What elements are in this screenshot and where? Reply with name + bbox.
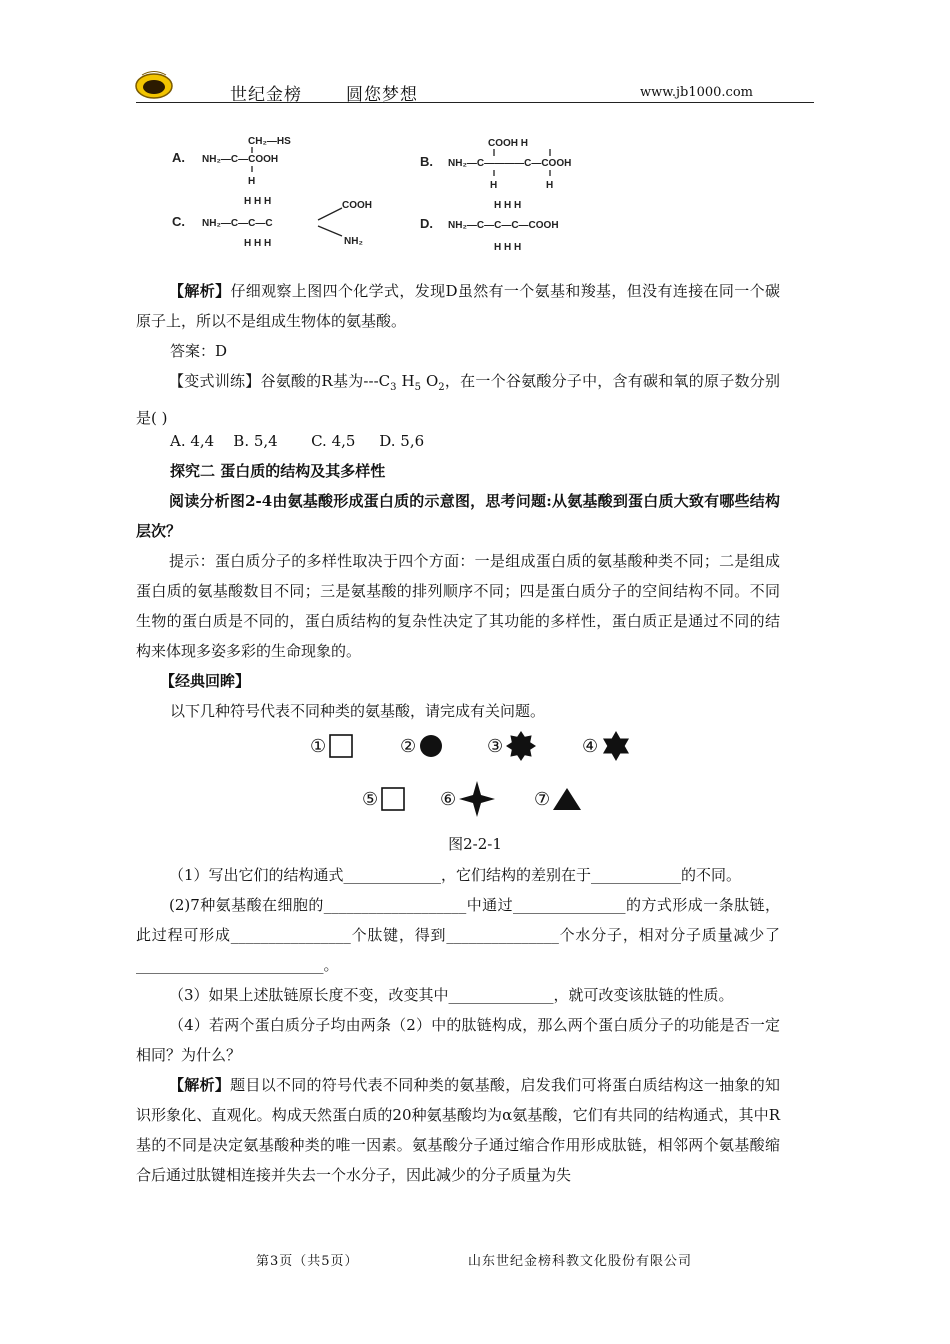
variant-text-after: ，在一个谷氨酸分子中，含有碳和氧的原子数分别是( ) (136, 372, 780, 427)
option-a-main: NH₂—C—COOH (202, 154, 279, 165)
four-point-star-icon (458, 780, 496, 818)
symbol-2-number: ② (400, 735, 417, 757)
header-title: 世纪金榜 (230, 85, 302, 105)
six-point-star-icon (600, 730, 632, 762)
triangle-icon (552, 786, 582, 812)
option-b-main: NH₂—C————C—COOH (448, 158, 572, 169)
figure-caption: 图2-2-1 (448, 835, 502, 853)
formula-sub-2: 5 (414, 382, 421, 393)
option-d-h: H H H (494, 242, 522, 253)
option-c-label: C. (172, 214, 185, 229)
option-c-main: NH₂—C—C—C (202, 218, 273, 229)
option-a-label: A. (172, 150, 185, 165)
symbol-5-number: ⑤ (362, 788, 379, 810)
symbol-5 (362, 786, 406, 812)
option-b-top: COOH H (488, 138, 528, 149)
explore-2-question: 阅读分析图2-4由氨基酸形成蛋白质的示意图，思考问题:从氨基酸到蛋白质大致有哪些结构层次？ (136, 492, 780, 540)
circle-icon (418, 733, 444, 759)
square-icon (328, 733, 354, 759)
question-1: （1）写出它们的结构通式_____________，它们结构的差别在于____________的不同。 (169, 866, 742, 884)
option-d-top: H H H (494, 200, 522, 211)
option-d-main: NH₂—C—C—C—COOH (448, 220, 559, 231)
symbol-7-number: ⑦ (534, 788, 551, 810)
analysis-1 (136, 276, 780, 336)
symbol-4 (582, 730, 632, 762)
header-url[interactable]: www.jb1000.com (640, 85, 753, 100)
option-c-nh2: NH₂ (344, 236, 363, 247)
svg-text:H: H (546, 180, 554, 191)
symbol-1-number: ① (310, 735, 327, 757)
square-icon (380, 786, 406, 812)
option-b-h: H (490, 180, 498, 191)
variant-text-before: 谷氨酸的R基为---C (260, 372, 391, 390)
option-c-top: H H H (244, 196, 272, 207)
symbol-3-number: ③ (487, 735, 504, 757)
explore-2-hint: 提示：蛋白质分子的多样性取决于四个方面：一是组成蛋白质的氨基酸种类不同；二是组成蛋白质的氨基酸数目不同；三是氨基酸的排列顺序不同；四是蛋白质分子的空间结构不同。不同生物的蛋白质是不同的，蛋白质结构的复杂性决定了其功能的多样性，蛋白质正是通过不同的结构来体现多姿多彩的生命现象的。 (136, 552, 780, 660)
company-logo (134, 66, 174, 100)
variant-training (136, 366, 780, 433)
symbol-6-number: ⑥ (440, 788, 457, 810)
option-b-label: B. (420, 154, 433, 169)
analysis-2 (136, 1070, 780, 1190)
header-slogan: 圆您梦想 (346, 85, 418, 105)
eight-point-star-icon (505, 730, 537, 762)
option-a-r-group: CH₂—HS (248, 136, 291, 147)
symbol-2 (400, 733, 444, 759)
formula-h: H (396, 372, 415, 390)
classic-review-tag: 【经典回眸】 (160, 672, 251, 690)
explore-2-title: 探究二 蛋白质的结构及其多样性 (170, 462, 386, 480)
amino-acid-structures-figure (170, 128, 630, 254)
variant-tag: 【变式训练】 (169, 372, 261, 390)
symbol-1 (310, 733, 354, 759)
symbol-3 (487, 730, 537, 762)
question-2: (2)7种氨基酸在细胞的___________________中通过_______________的方式形成一条肽链，此过程可形成________________个肽键，得到_______________个水分子，相对分子质量减少了_________________________。 (136, 896, 780, 974)
analysis-2-tag: 【解析】 (169, 1076, 231, 1094)
symbol-6 (440, 780, 496, 818)
footer-page-number: 第3页（共5页） (256, 1254, 359, 1269)
classic-intro: 以下几种符号代表不同种类的氨基酸，请完成有关问题。 (170, 702, 546, 720)
header-divider (136, 102, 814, 103)
symbol-7 (534, 786, 582, 812)
answer-text: 答案：D (170, 342, 228, 360)
option-c-h: H H H (244, 238, 272, 249)
question-3: （3）如果上述肽链原长度不变，改变其中______________，就可改变该肽链的性质。 (169, 986, 734, 1004)
formula-sub-1: 3 (390, 382, 397, 393)
footer-company: 山东世纪金榜科教文化股份有限公司 (468, 1254, 693, 1269)
analysis-1-text: 仔细观察上图四个化学式，发现D虽然有一个氨基和羧基，但没有连接在同一个碳原子上，所以不是组成生物体的氨基酸。 (136, 282, 780, 330)
option-c-cooh: COOH (342, 200, 372, 211)
formula-o: O (420, 372, 439, 390)
answer-options: A. 4,4 B. 5,4 C. 4,5 D. 5,6 (170, 432, 425, 450)
question-4: （4）若两个蛋白质分子均由两条（2）中的肽链构成，那么两个蛋白质分子的功能是否一定相同？为什么？ (136, 1016, 780, 1064)
option-d-label: D. (420, 216, 433, 231)
analysis-1-tag: 【解析】 (169, 282, 231, 300)
formula-sub-3: 2 (438, 382, 445, 393)
analysis-2-text: 题目以不同的符号代表不同种类的氨基酸，启发我们可将蛋白质结构这一抽象的知识形象化、直观化。构成天然蛋白质的20种氨基酸均为α氨基酸，它们有共同的结构通式，其中R基的不同是决定氨基酸种类的唯一因素。氨基酸分子通过缩合作用形成肽链，相邻两个氨基酸缩合后通过肽键相连接并失去一个水分子，因此减少的分子质量为失 (136, 1076, 780, 1184)
option-a-h: H (248, 176, 256, 187)
symbol-4-number: ④ (582, 735, 599, 757)
